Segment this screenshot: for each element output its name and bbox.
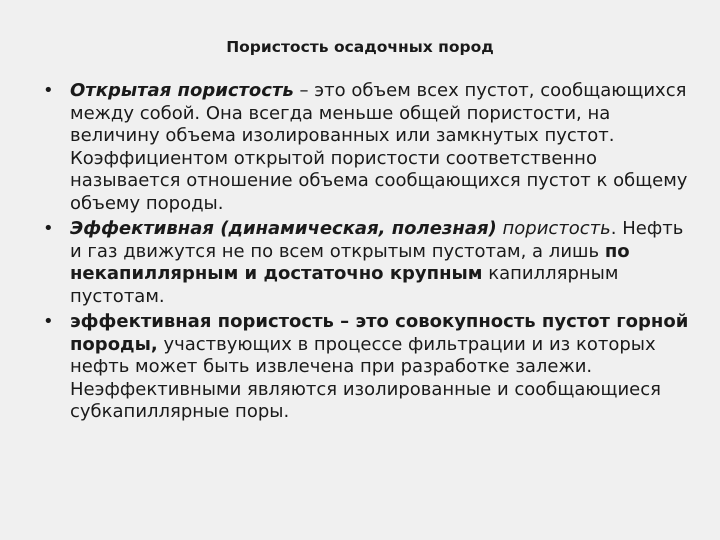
bullet-list <box>43 80 693 427</box>
text-effective-definition: участвующих в процессе фильтрации и из которых нефть может быть извлечена при разработке залежи. Неэффективными являются изолированные и сообщающиеся субкапиллярные поры. <box>70 333 661 422</box>
slide-title: Пористость осадочных пород <box>226 38 494 56</box>
bullet-item-effective-definition <box>43 311 693 424</box>
bullet-icon: • <box>43 218 54 239</box>
bullet-icon: • <box>43 80 54 101</box>
bullet-item-effective-porosity <box>43 218 693 308</box>
term-open-porosity: Открытая пористость <box>70 80 294 101</box>
text-effective-b: капиллярным пустотам. <box>70 263 619 307</box>
text-effective-bold: по некапиллярным и достаточно крупным <box>70 240 630 284</box>
term-effective-porosity: Эффективная (динамическая, полезная) <box>70 218 497 239</box>
term-porosity-word: пористость <box>496 218 611 239</box>
bullet-icon: • <box>43 311 54 332</box>
text-effective-a: . Нефть и газ движутся не по всем открытым пустотам, а лишь <box>70 218 684 262</box>
term-effective-definition: эффективная пористость – это совокупность пустот горной породы, <box>70 311 689 355</box>
text-open-porosity: – это объем всех пустот, сообщающихся между собой. Она всегда меньше общей пористости, на величину объема изолированных или замкнутых пустот. Коэффициентом открытой пористости соответственно называется отношение объема сообщающихся пустот к общему объему породы. <box>70 80 688 214</box>
bullet-item-open-porosity <box>43 80 693 215</box>
